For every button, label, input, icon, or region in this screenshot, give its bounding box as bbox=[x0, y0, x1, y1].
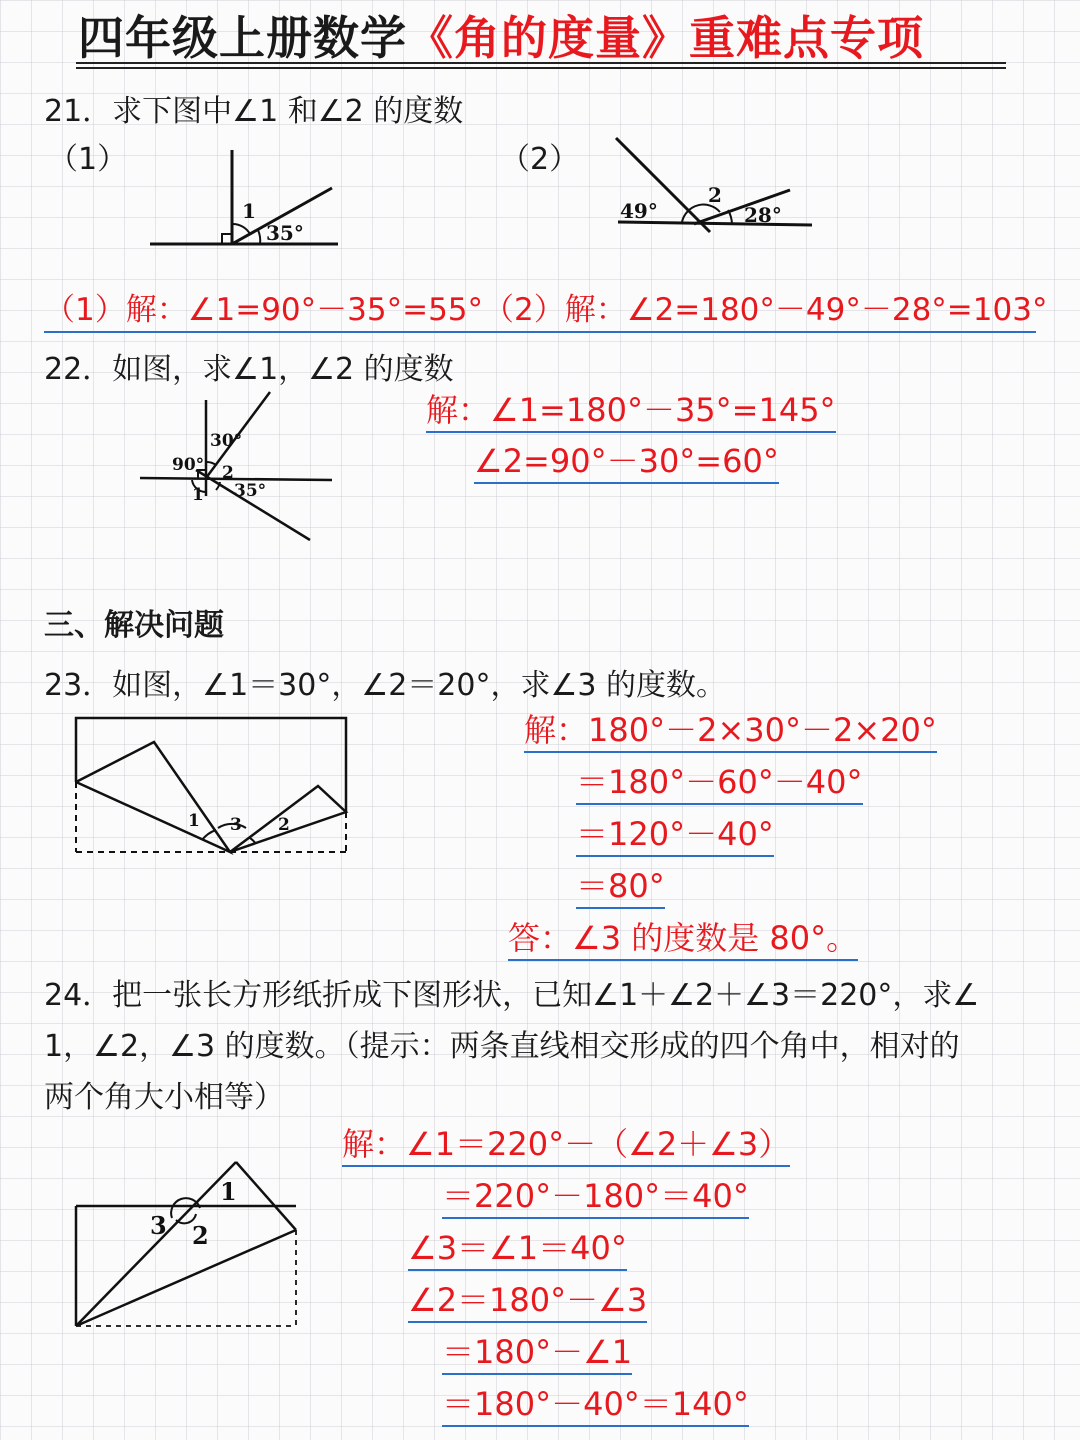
q23-fig-label-3: 3 bbox=[230, 815, 242, 835]
title-main: 四年级上册数学 bbox=[78, 11, 407, 65]
q22-answer-1: 解：∠1=180°－35°=145° bbox=[426, 390, 836, 433]
q21-fig1-label-1: 1 bbox=[242, 199, 256, 223]
q22-fig-label-1: 1 bbox=[192, 485, 204, 505]
q22-fig-label-2: 2 bbox=[222, 463, 234, 483]
q24-text-line-3: 两个角大小相等） bbox=[44, 1080, 284, 1115]
q21-answer: （1）解：∠1=90°－35°=55°（2）解：∠2=180°－49°－28°=103° bbox=[44, 290, 1036, 333]
q23-figure bbox=[70, 712, 352, 860]
q24-answer-5: ＝180°－∠1 bbox=[442, 1332, 632, 1375]
q21-fig1-label-35: 35° bbox=[266, 221, 304, 245]
q22-answer-2: ∠2=90°－30°=60° bbox=[474, 441, 779, 484]
q21-sub1: （1） bbox=[48, 142, 128, 177]
q24-fig-label-1: 1 bbox=[220, 1177, 237, 1206]
q24-fig-label-2: 2 bbox=[192, 1221, 209, 1250]
q22-figure bbox=[134, 386, 344, 546]
q23-answer-3: ＝120°－40° bbox=[576, 814, 774, 857]
q23-fig-label-1: 1 bbox=[188, 811, 200, 831]
q21-figure-1 bbox=[140, 140, 350, 255]
q23-text: 23．如图，∠1＝30°，∠2＝20°，求∠3 的度数。 bbox=[44, 668, 727, 703]
q23-answer-4: ＝80° bbox=[576, 866, 665, 909]
q22-fig-label-35: 35° bbox=[234, 481, 267, 501]
section-heading: 三、解决问题 bbox=[44, 608, 224, 643]
q21-fig2-label-49: 49° bbox=[620, 199, 658, 223]
q21-fig2-label-2: 2 bbox=[708, 183, 722, 207]
q24-answer-2: ＝220°－180°＝40° bbox=[442, 1176, 749, 1219]
q23-conclusion: 答：∠3 的度数是 80°。 bbox=[508, 918, 858, 961]
q24-text-line-2: 1，∠2，∠3 的度数。（提示：两条直线相交形成的四个角中，相对的 bbox=[44, 1029, 960, 1064]
q21-fig2-label-28: 28° bbox=[744, 203, 782, 227]
q23-fig-label-2: 2 bbox=[278, 815, 290, 835]
q24-answer-6: ＝180°－40°＝140° bbox=[442, 1384, 749, 1427]
title-underline bbox=[76, 62, 1006, 64]
q24-answer-1: 解：∠1＝220°－（∠2＋∠3） bbox=[342, 1124, 790, 1167]
q23-answer-1: 解：180°－2×30°－2×20° bbox=[524, 710, 937, 753]
q24-answer-3: ∠3＝∠1＝40° bbox=[408, 1228, 627, 1271]
q21-figure-2 bbox=[610, 132, 820, 242]
q24-text-line-1: 24．把一张长方形纸折成下图形状，已知∠1＋∠2＋∠3＝220°，求∠ bbox=[44, 978, 980, 1013]
q22-text: 22．如图，求∠1，∠2 的度数 bbox=[44, 352, 454, 387]
q24-fig-label-3: 3 bbox=[150, 1211, 167, 1240]
q21-text: 21．求下图中∠1 和∠2 的度数 bbox=[44, 94, 464, 129]
title-underline-2 bbox=[76, 67, 1006, 69]
q22-fig-label-90: 90° bbox=[172, 455, 205, 475]
title-topic: 《角的度量》重难点专项 bbox=[407, 11, 924, 65]
q24-figure bbox=[70, 1156, 306, 1334]
q22-fig-label-30: 30° bbox=[210, 431, 243, 451]
page-title bbox=[78, 2, 924, 68]
q24-answer-4: ∠2＝180°－∠3 bbox=[408, 1280, 647, 1323]
q21-sub2: （2） bbox=[500, 142, 580, 177]
q23-answer-2: ＝180°－60°－40° bbox=[576, 762, 863, 805]
